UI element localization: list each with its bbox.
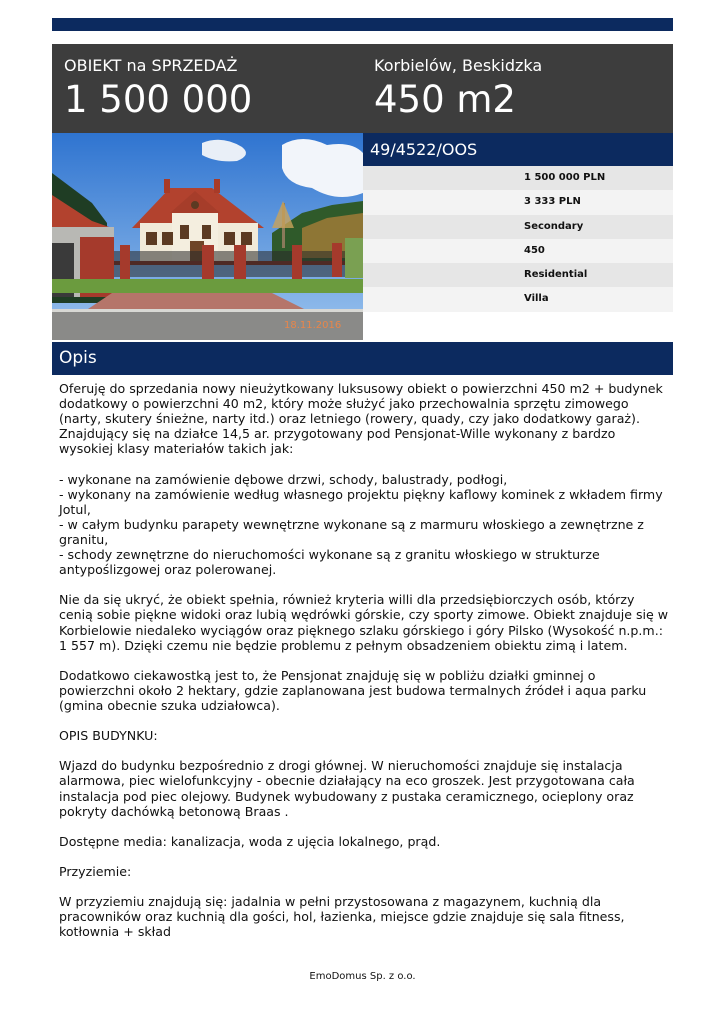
description-paragraph: W przyziemiu znajdują się: jadalnia w pełni przystosowana z magazynem, kuchnią dla pracowników oraz kuchnią dla gości, hol, łazienka, miejsce gdzie znajduje się sala fitness, kotłownia + skład (59, 894, 625, 940)
attribute-value: Secondary (524, 220, 584, 232)
attribute-row (363, 263, 673, 287)
description-paragraph: Nie da się ukryć, że obiekt spełnia, również kryteria willi dla przedsiębiorczych osób, którzy cenią sobie piękne widoki oraz lubią wędrówki górskie, czy sporty zimowe. Obiekt znajduje się w Korbielowie niedaleko wyciągów oraz pięknego szlaku górskiego i góry Pilsko (Wysokość n.p.m.: 1 557 m). Dzięki czemu nie będzie problemu z pełnym obsadzeniem obiektu zimą i latem. (59, 592, 669, 653)
description-paragraph: Wjazd do budynku bezpośrednio z drogi głównej. W nieruchomości znajduje się instalacja alarmowa, piec wielofunkcyjny - obecnie działający na eco groszek. Jest przygotowana cała instalacja pod piec olejowy. Budynek wybudowany z pustaka ceramicznego, ocieplony oraz pokryty dachówką betonową Braas . (59, 758, 635, 819)
attribute-row (363, 190, 673, 214)
footer-company: EmoDomus Sp. z o.o. (309, 971, 416, 982)
attribute-row (363, 215, 673, 239)
attribute-value: 3 333 PLN (524, 196, 581, 208)
description-paragraph: Dostępne media: kanalizacja, woda z ujęcia lokalnego, prąd. (59, 833, 441, 849)
listing-header (52, 44, 673, 133)
attribute-value: 1 500 000 PLN (524, 172, 606, 183)
attribute-value: 450 (524, 244, 545, 256)
header-left (64, 56, 252, 122)
reference-number: 49/4522/OOS (370, 140, 478, 159)
listing-type-label: OBIEKT na SPRZEDAŻ (64, 56, 238, 75)
section-title: Opis (59, 348, 97, 368)
description-paragraph: Oferuję do sprzedania nowy nieużytkowany luksusowy obiekt o powierzchni 450 m2 + budynek dodatkowy o powierzchni 40 m2, który może służyć jako przechowalnia sprzętu zimowego (narty, skutery śnieżne, narty itd.) oraz letniego (rowery, quady, czy jako dodatkowy garaż). Znajdujący się na działce 14,5 ar. przygotowany pod Pensjonat-Wille wykonany z bardzo wysokiej klasy materiałów takich jak: (59, 381, 663, 457)
description-bullet: - w całym budynku parapety wewnętrzne wykonane są z marmuru włoskiego a zewnętrzne z granitu, (59, 516, 644, 547)
attribute-value: Residential (524, 269, 588, 281)
description-bullet: - wykonany na zamówienie według własnego projektu piękny kaflowy kominek z wkładem firmy Jotul, (59, 486, 663, 517)
description-bullet: - wykonane na zamówienie dębowe drzwi, schody, balustrady, podłogi, (59, 471, 508, 487)
description-paragraph: Dodatkowo ciekawostką jest to, że Pensjonat znajduję się w pobliżu działki gminnej o powierzchni około 2 hektary, gdzie zaplanowana jest budowa termalnych źródeł i aqua parku (gmina obecnie szuka udziałowca). (59, 667, 647, 713)
top-accent-bar (52, 18, 673, 31)
attributes-table (363, 166, 673, 312)
attribute-row (363, 239, 673, 263)
description-body (59, 381, 671, 939)
header-right (374, 56, 542, 122)
attribute-row (363, 287, 673, 311)
attribute-value: Villa (524, 293, 549, 305)
location: Korbielów, Beskidzka (374, 56, 543, 75)
attribute-row (363, 166, 673, 190)
photo-date-stamp: 18.11.2016 (284, 320, 342, 331)
area: 450 m2 (374, 78, 516, 121)
price: 1 500 000 (64, 78, 253, 121)
reference-bar (363, 133, 673, 166)
description-subheading: OPIS BUDYNKU: (59, 728, 158, 744)
description-subheading: Przyziemie: (59, 864, 132, 879)
property-photo (52, 133, 363, 340)
description-bullet: - schody zewnętrzne do nieruchomości wykonane są z granitu włoskiego w strukturze antypoślizgowej oraz polerowanej. (59, 547, 600, 578)
description-section-header (52, 342, 673, 375)
